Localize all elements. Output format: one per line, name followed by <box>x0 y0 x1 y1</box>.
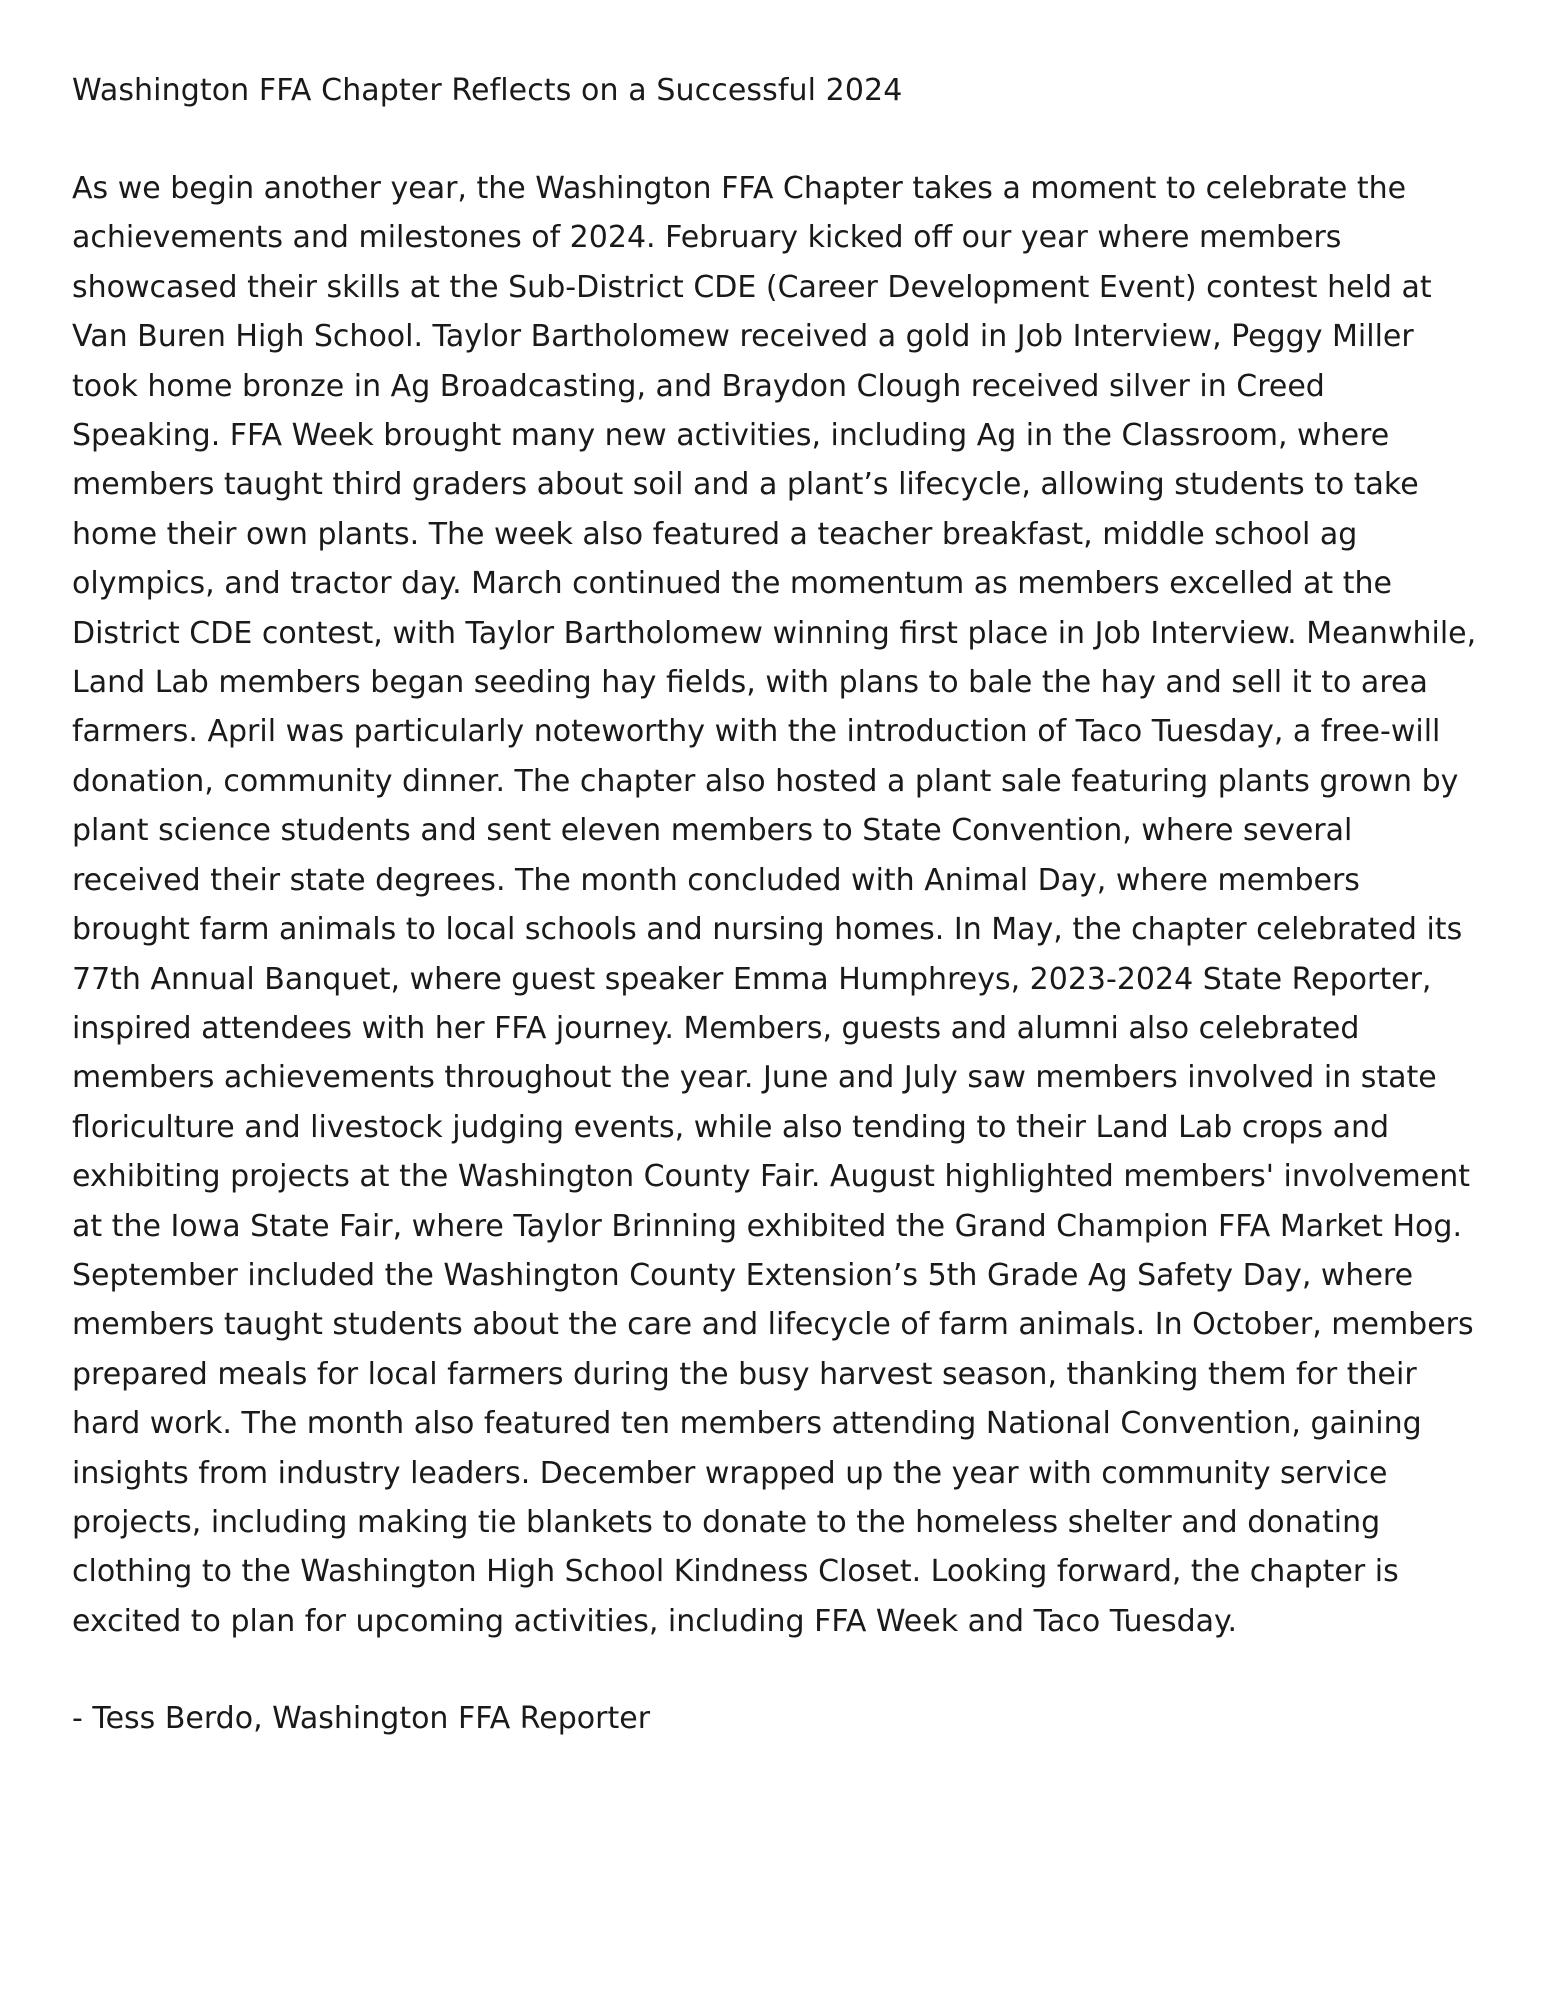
article-signature: - Tess Berdo, Washington FFA Reporter <box>72 1701 651 1737</box>
article-body: As we begin another year, the Washington FFA Chapter takes a moment to celebrate the achievements and milestones of 2024. February kicked off our year where members showcased their skills at the Sub-District CDE (Career Development Event) contest held at Van Buren High School. Taylor Bartholomew received a gold in Job Interview, Peggy Miller took home bronze in Ag Broadcasting, and Braydon Clough received silver in Creed Speaking. FFA Week brought many new activities, including Ag in the Classroom, where members taught third graders about soil and a plant’s lifecycle, allowing students to take home their own plants. The week also featured a teacher breakfast, middle school ag olympics, and tractor day. March continued the momentum as members excelled at the District CDE contest, with Taylor Bartholomew winning first place in Job Interview. Meanwhile, Land Lab members began seeding hay fields, with plans to bale the hay and sell it to area farmers. April was particularly noteworthy with the introduction of Taco Tuesday, a free-will donation, community dinner. The chapter also hosted a plant sale featuring plants grown by plant science students and sent eleven members to State Convention, where several received their state degrees. The month concluded with Animal Day, where members brought farm animals to local schools and nursing homes. In May, the chapter celebrated its 77th Annual Banquet, where guest speaker Emma Humphreys, 2023-2024 State Reporter, inspired attendees with her FFA journey. Members, guests and alumni also celebrated members achievements throughout the year. June and July saw members involved in state floriculture and livestock judging events, while also tending to their Land Lab crops and exhibiting projects at the Washington County Fair. August highlighted members' involvement at the Iowa State Fair, where Taylor Brinning exhibited the Grand Champion FFA Market Hog. September included the Washington County Extension’s 5th Grade Ag Safety Day, where members taught students about the care and lifecycle of farm animals. In October, members prepared meals for local farmers during the busy harvest season, thanking them for their hard work. The month also featured ten members attending National Convention, gaining insights from industry leaders. December wrapped up the year with community service projects, including making tie blankets to donate to the homeless shelter and donating clothing to the Washington High School Kindness Closet. Looking forward, the chapter is excited to plan for upcoming activities, including FFA Week and Taco Tuesday. <box>72 171 1477 1639</box>
article-title: Washington FFA Chapter Reflects on a Successful 2024 <box>72 73 903 108</box>
article <box>72 66 1482 1744</box>
